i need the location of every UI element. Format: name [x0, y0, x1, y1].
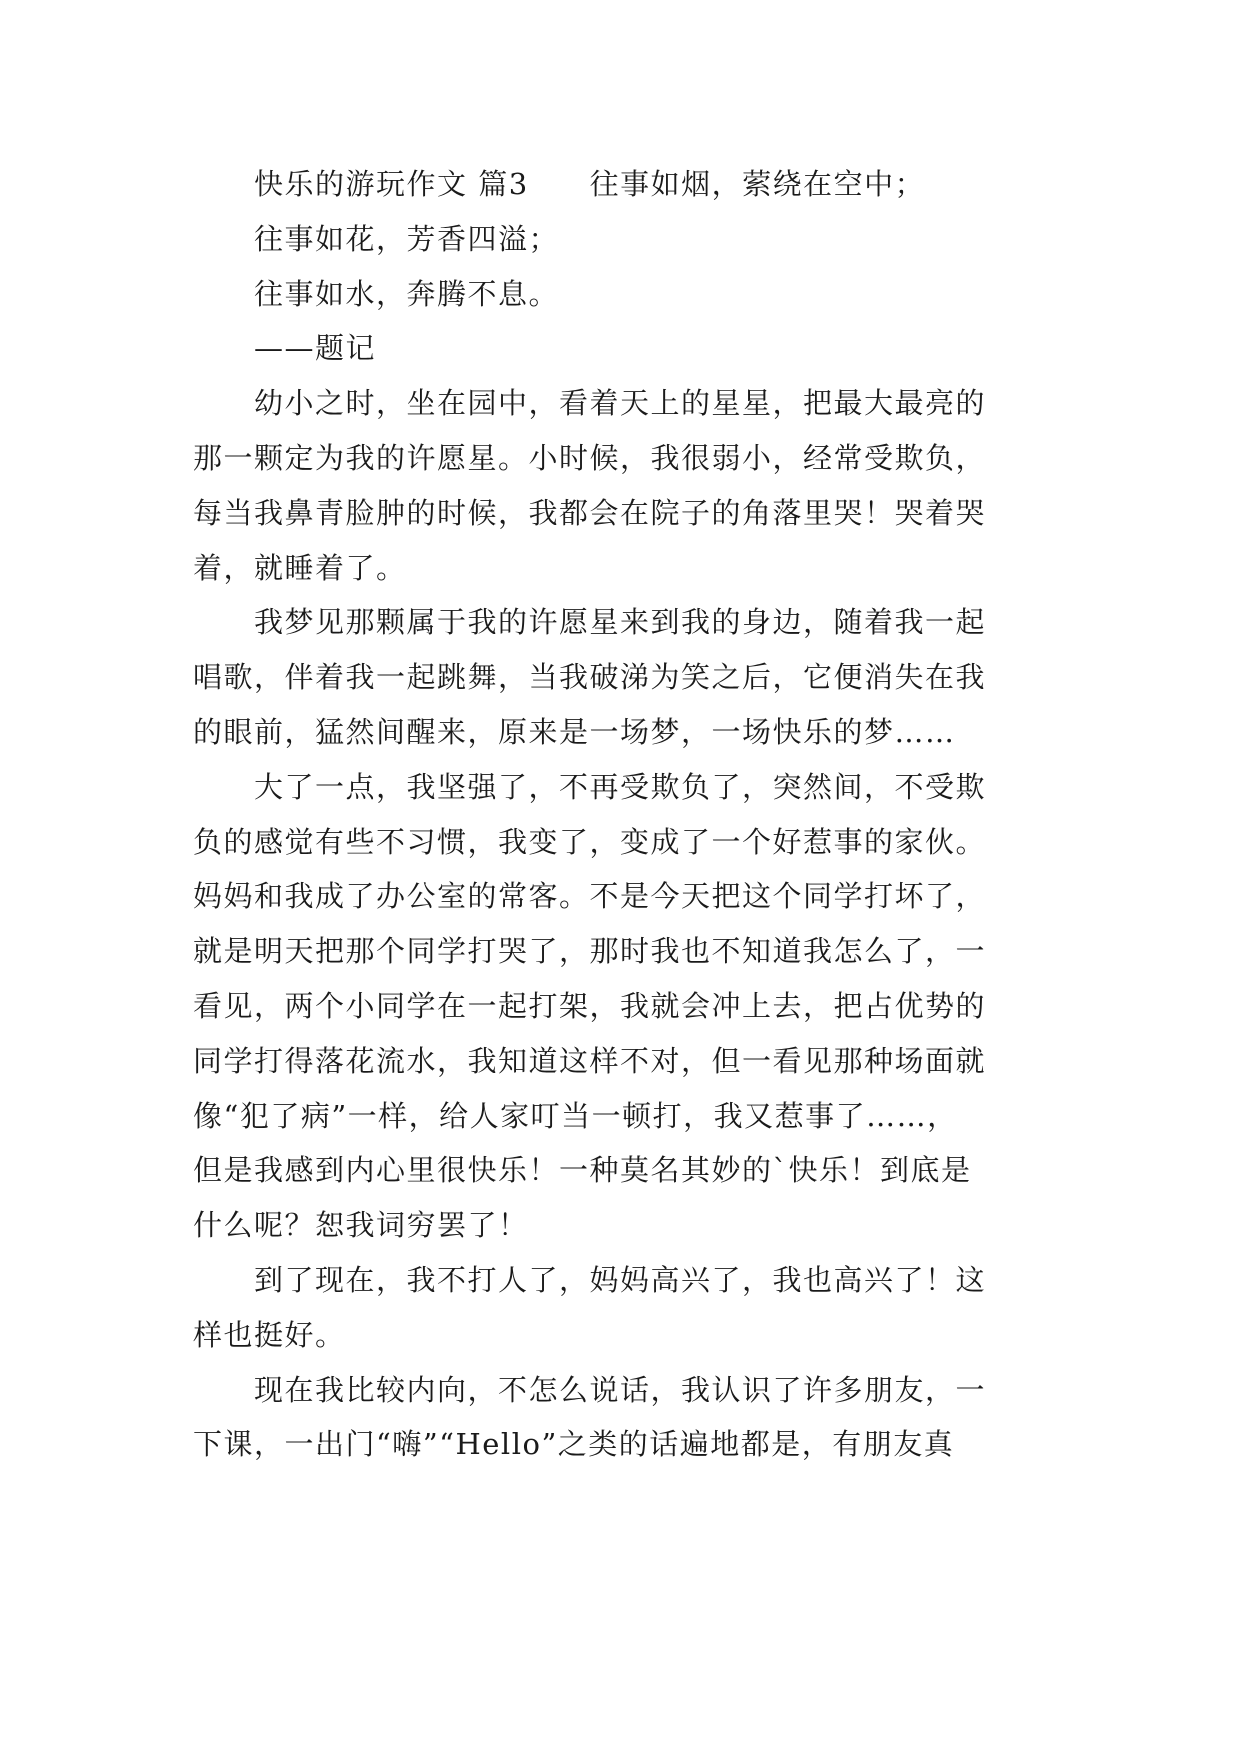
text-line: 但是我感到内心里很快乐！一种莫名其妙的`快乐！到底是	[193, 1153, 972, 1188]
text-line: 快乐的游玩作文 篇3 往事如烟，萦绕在空中；	[254, 167, 926, 201]
text-line: ——题记	[254, 331, 377, 366]
text-line: 什么呢？恕我词穷罢了！	[193, 1208, 529, 1243]
text-line: 的眼前，猛然间醒来，原来是一场梦，一场快乐的梦……	[193, 714, 956, 749]
text-line: 那一颗定为我的许愿星。小时候，我很弱小，经常受欺负，	[193, 440, 987, 475]
text-line: 现在我比较内向，不怎么说话，我认识了许多朋友，一	[254, 1372, 987, 1407]
text-line: 往事如水，奔腾不息。	[254, 276, 560, 311]
text-line: 同学打得落花流水，我知道这样不对，但一看见那种场面就	[193, 1043, 987, 1078]
text-line: 每当我鼻青脸肿的时候，我都会在院子的角落里哭！哭着哭	[193, 495, 987, 530]
text-line: 大了一点，我坚强了，不再受欺负了，突然间，不受欺	[254, 769, 987, 804]
text-line: 着，就睡着了。	[193, 550, 407, 585]
text-line: 像“犯了病”一样，给人家叮当一顿打，我又惹事了……，	[193, 1098, 958, 1133]
article-body	[193, 157, 1047, 1472]
text-line: 到了现在，我不打人了，妈妈高兴了，我也高兴了！这	[254, 1262, 987, 1297]
text-line: 妈妈和我成了办公室的常客。不是今天把这个同学打坏了，	[193, 879, 987, 914]
text-line: 看见，两个小同学在一起打架，我就会冲上去，把占优势的	[193, 988, 987, 1023]
text-line: 就是明天把那个同学打哭了，那时我也不知道我怎么了，一	[193, 934, 987, 969]
text-line: 往事如花，芳香四溢；	[254, 221, 560, 256]
text-line: 样也挺好。	[193, 1317, 346, 1352]
text-line: 下课，一出门“嗨”“Hello”之类的话遍地都是，有朋友真	[193, 1427, 955, 1462]
text-line: 我梦见那颗属于我的许愿星来到我的身边，随着我一起	[254, 605, 987, 640]
text-line: 幼小之时，坐在园中，看着天上的星星，把最大最亮的	[254, 386, 987, 421]
text-line: 唱歌，伴着我一起跳舞，当我破涕为笑之后，它便消失在我	[193, 660, 987, 695]
text-line: 负的感觉有些不习惯，我变了，变成了一个好惹事的家伙。	[193, 824, 987, 859]
